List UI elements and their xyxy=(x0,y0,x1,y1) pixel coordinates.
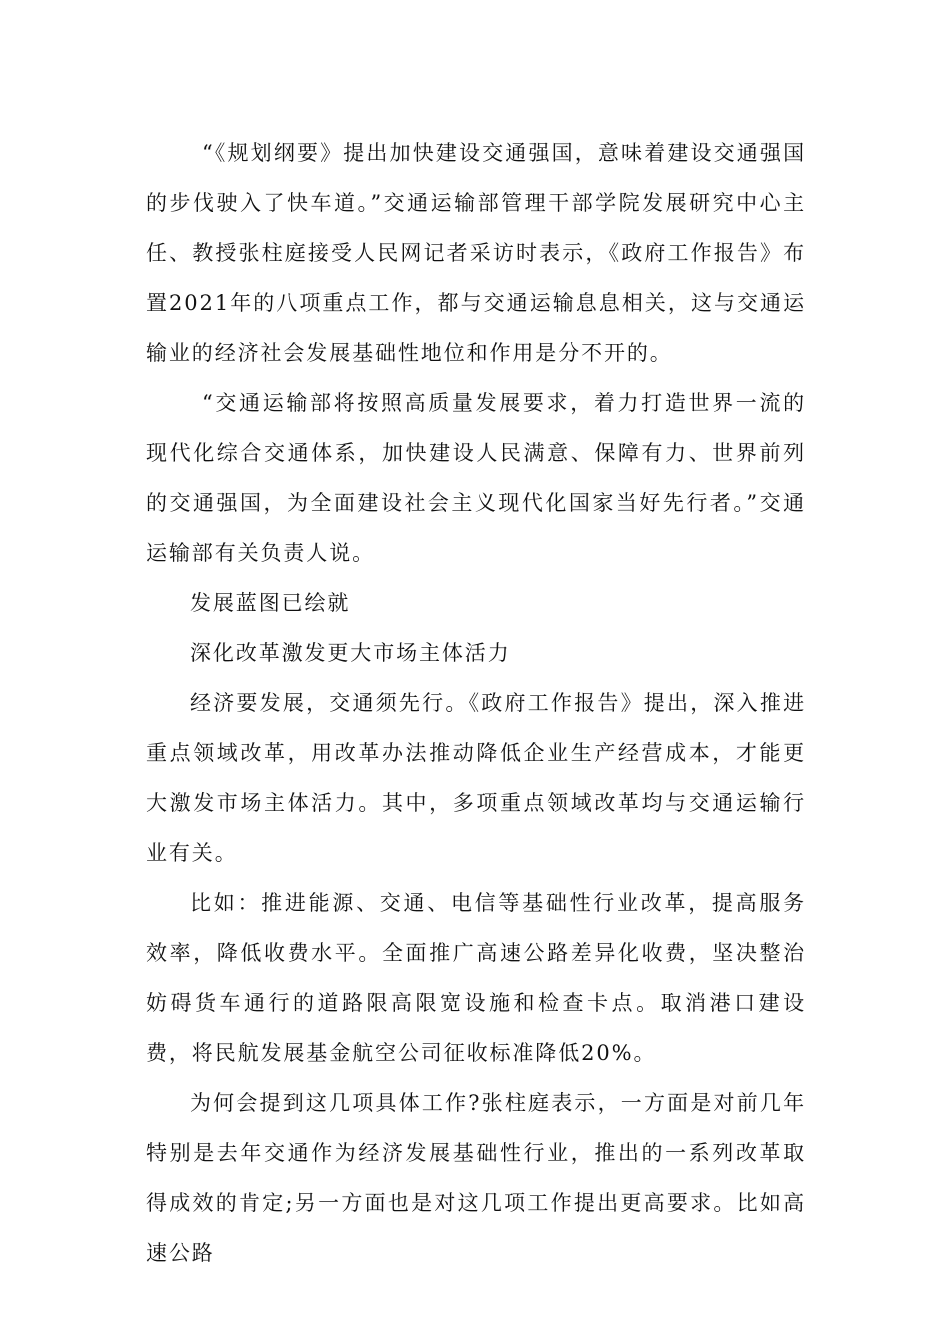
section-subheading-reform: 深化改革激发更大市场主体活力 xyxy=(190,641,511,665)
paragraph-examples: 比如：推进能源、交通、电信等基础性行业改革，提高服务效率，降低收费水平。全面推广高速公路差异化收费，坚决整治妨碍货车通行的道路限高限宽设施和检查卡点。取消港口建设费，将民航发展基金航空公司征收标准降低20%。 xyxy=(146,891,806,1065)
paragraph-quote-ministry: “交通运输部将按照高质量发展要求，着力打造世界一流的现代化综合交通体系，加快建设人民满意、保障有力、世界前列的交通强国，为全面建设社会主义现代化国家当好先行者。”交通运输部有关负责人说。 xyxy=(146,391,806,565)
section-heading-blueprint: 发展蓝图已绘就 xyxy=(190,591,351,615)
document-body xyxy=(146,128,806,1278)
paragraph-quote-planning-outline: “《规划纲要》提出加快建设交通强国，意味着建设交通强国的步伐驶入了快车道。”交通运输部管理干部学院发展研究中心主任、教授张柱庭接受人民网记者采访时表示，《政府工作报告》布置2021年的八项重点工作，都与交通运输息息相关，这与交通运输业的经济社会发展基础性地位和作用是分不开的。 xyxy=(146,141,806,365)
paragraph-why-mentioned: 为何会提到这几项具体工作?张柱庭表示，一方面是对前几年特别是去年交通作为经济发展基础性行业，推出的一系列改革取得成效的肯定;另一方面也是对这几项工作提出更高要求。比如高速公路 xyxy=(146,1091,806,1265)
paragraph-economy-transport: 经济要发展，交通须先行。《政府工作报告》提出，深入推进重点领域改革，用改革办法推动降低企业生产经营成本，才能更大激发市场主体活力。其中，多项重点领域改革均与交通运输行业有关。 xyxy=(146,691,806,865)
